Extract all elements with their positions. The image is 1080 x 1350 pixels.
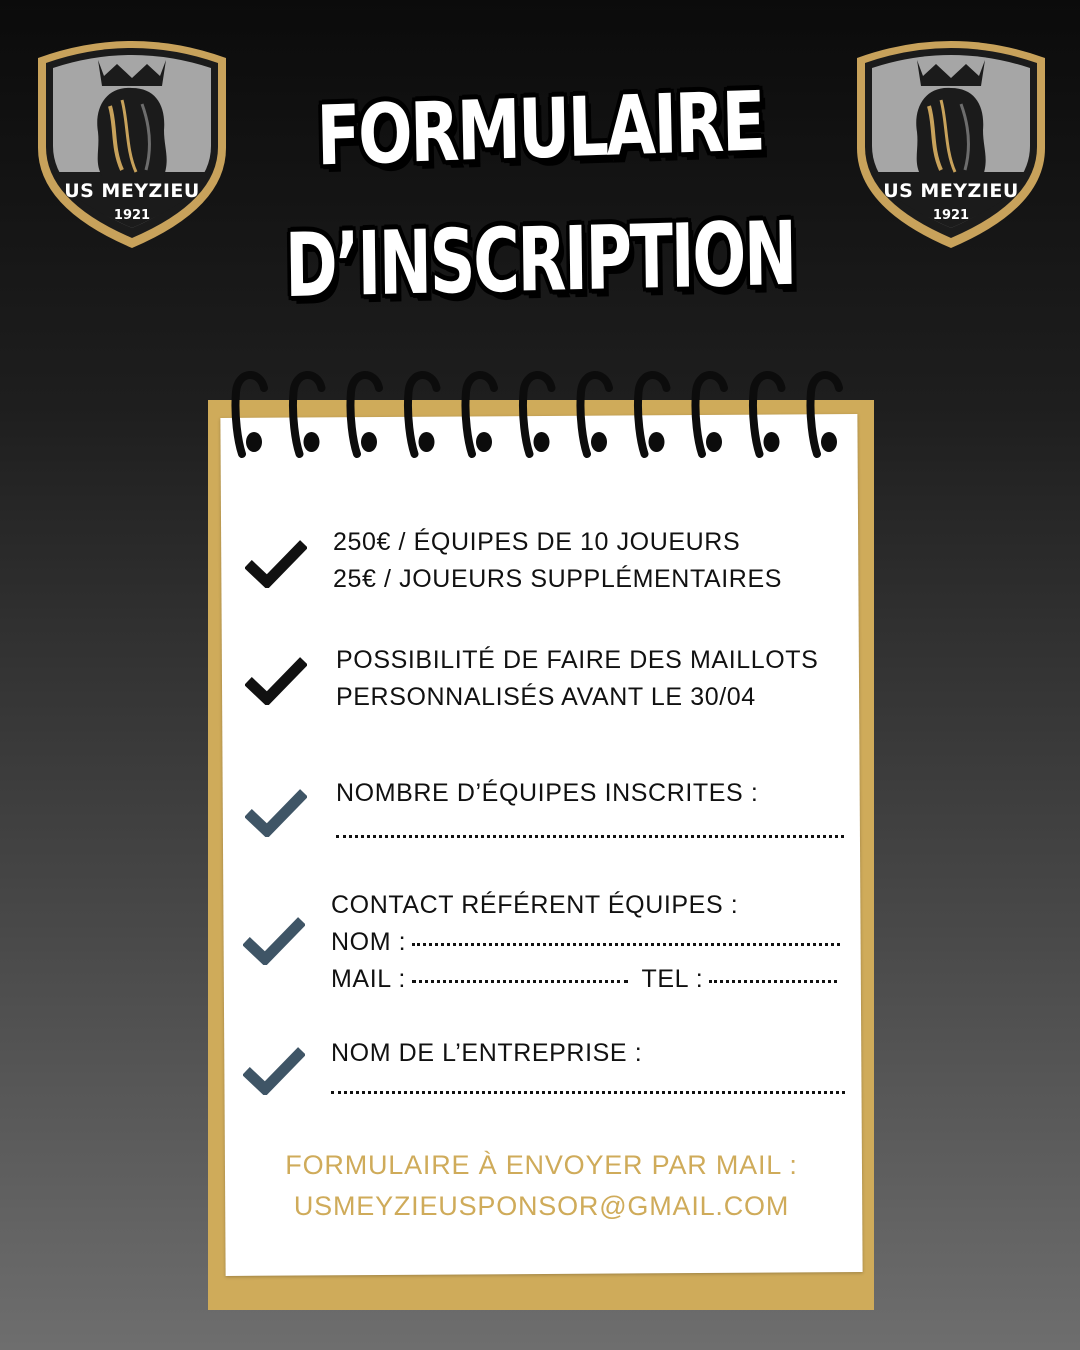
spiral-ring	[293, 375, 322, 454]
item-1-line-2: 25€ / JOUEURS SUPPLÉMENTAIRES	[333, 565, 783, 593]
notepad-spiral-binding	[222, 362, 862, 472]
crest-year: 1921	[932, 208, 970, 223]
teams-count-field[interactable]	[336, 820, 844, 849]
check-icon	[245, 655, 307, 705]
crest-year: 1921	[113, 208, 151, 223]
tel-label: TEL :	[641, 965, 704, 993]
spiral-ring	[638, 375, 667, 454]
spiral-ring	[523, 375, 552, 454]
mail-label: MAIL :	[331, 965, 406, 993]
check-icon	[243, 915, 305, 965]
nom-label: NOM :	[331, 928, 407, 956]
spiral-ring	[408, 375, 437, 454]
spiral-ring	[580, 375, 609, 454]
item-2-line-2: PERSONNALISÉS AVANT LE 30/04	[336, 683, 756, 711]
spiral-rings-icon	[222, 362, 862, 472]
spiral-ring	[235, 375, 264, 454]
footer-send-instruction: FORMULAIRE À ENVOYER PAR MAIL :	[285, 1150, 798, 1180]
contact-nom-row	[331, 928, 840, 957]
contact-mail-tel-row	[331, 965, 837, 994]
tel-field[interactable]	[709, 980, 837, 983]
teams-count-label: NOMBRE D’ÉQUIPES INSCRITES :	[336, 779, 759, 807]
check-icon	[245, 787, 307, 837]
contact-label: CONTACT RÉFÉRENT ÉQUIPES :	[331, 891, 739, 919]
crest-name: US MEYZIEU	[64, 180, 200, 202]
title-line-1: FORMULAIRE	[315, 74, 765, 185]
check-icon	[243, 1045, 305, 1095]
company-field[interactable]	[331, 1076, 845, 1105]
spiral-ring	[810, 375, 839, 454]
title-line-2: D’INSCRIPTION	[284, 201, 796, 318]
check-icon	[245, 538, 307, 588]
nom-field[interactable]	[412, 943, 840, 946]
spiral-ring	[695, 375, 724, 454]
spiral-ring	[753, 375, 782, 454]
spiral-ring	[465, 375, 494, 454]
item-1-line-1: 250€ / ÉQUIPES DE 10 JOUEURS	[333, 528, 741, 556]
spiral-ring	[350, 375, 379, 454]
footer-email-link[interactable]: USMEYZIEUSPONSOR@GMAIL.COM	[293, 1191, 790, 1221]
mail-field[interactable]	[412, 980, 628, 983]
crest-name: US MEYZIEU	[883, 180, 1019, 202]
item-2-line-1: POSSIBILITÉ DE FAIRE DES MAILLOTS	[336, 646, 819, 674]
company-label: NOM DE L’ENTREPRISE :	[331, 1039, 643, 1067]
